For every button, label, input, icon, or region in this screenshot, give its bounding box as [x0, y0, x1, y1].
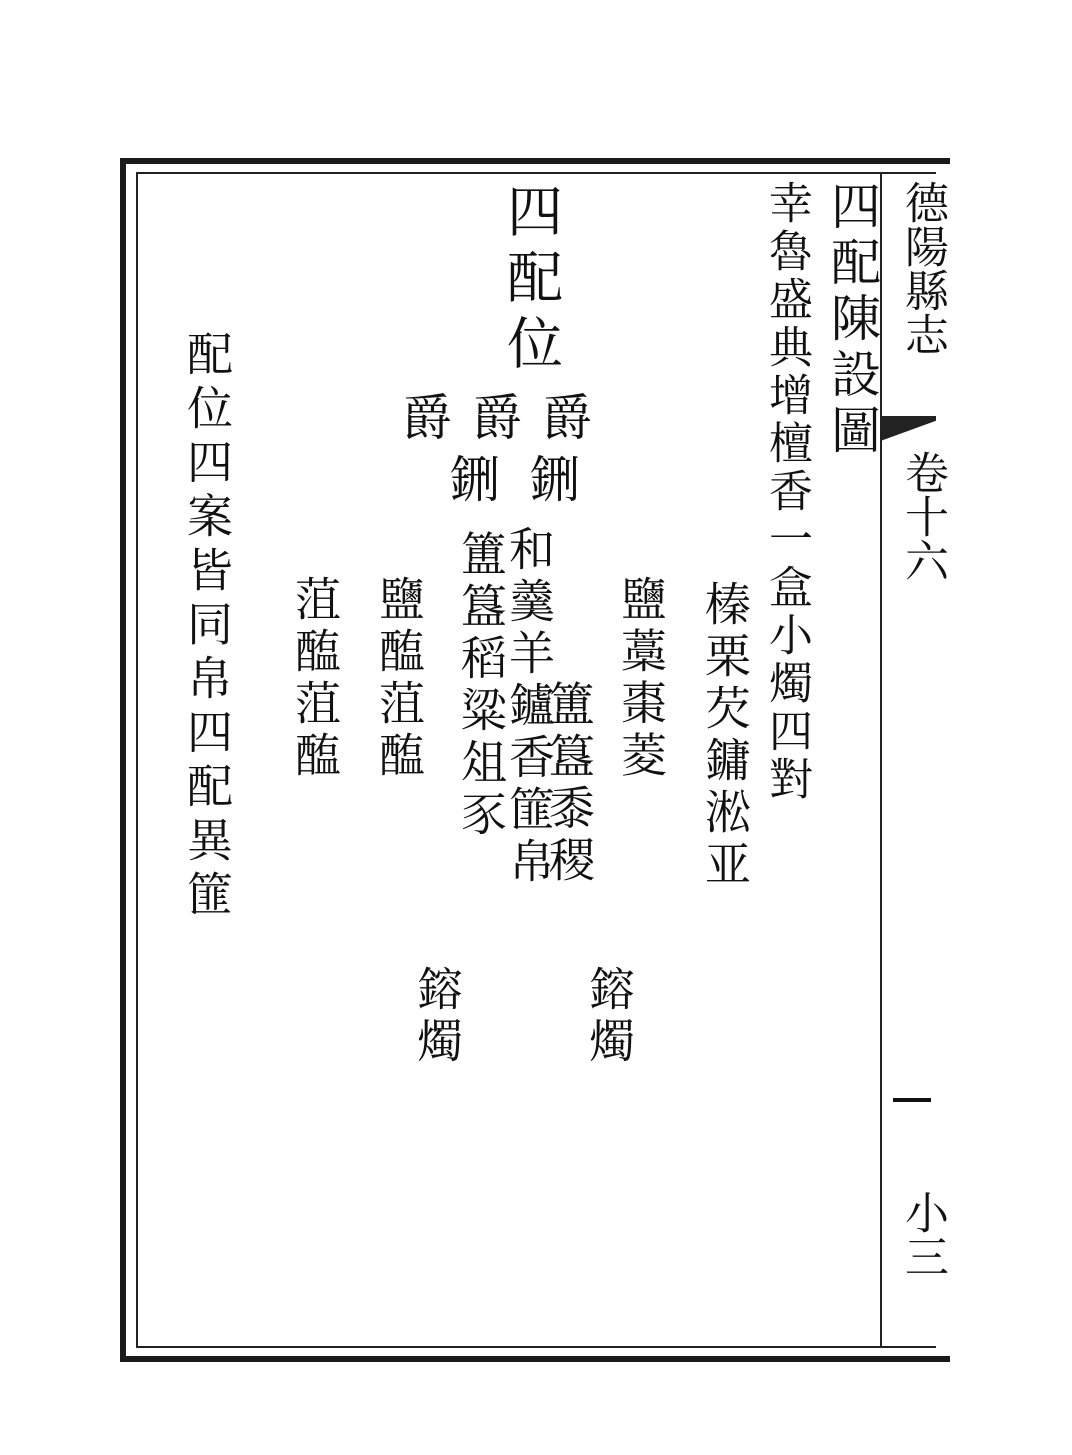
margin-rule: [893, 1098, 931, 1102]
page-title: 四配陳設圖: [823, 180, 881, 460]
diagram-column-1: 榛栗芡鏞淞亚: [698, 580, 752, 892]
diagram-column-4: 簠簋黍稷: [542, 680, 596, 888]
fish-tail-mark: [882, 416, 936, 450]
diagram-column-6: 簠簋稻粱俎豕: [454, 530, 508, 842]
diagram-column-8: 鹽醢菹醢: [372, 575, 426, 783]
margin-page-number: 小三: [897, 1190, 948, 1278]
footer-note: 配位四案皆同帛四配異篚: [180, 330, 234, 924]
diagram-column-9: 菹醢菹醢: [288, 575, 342, 783]
margin-book-title: 德陽縣志: [897, 180, 948, 356]
wine-cups-row: 爵爵爵: [402, 389, 612, 447]
diagram-column-3: 鎔燭: [582, 965, 636, 1069]
soup-vessels-row: 鉶鉶: [450, 451, 610, 509]
diagram-column-5: 和羹羊鑪香篚帛: [502, 525, 556, 889]
diagram-column-2: 鹽藁棗菱: [614, 575, 668, 783]
margin-volume: 卷十六: [897, 450, 948, 582]
supplement-note: 幸魯盛典增檀香一盒小燭四對: [761, 180, 812, 804]
diagram-column-7: 鎔燭: [410, 965, 464, 1069]
section-heading: 四配位: [498, 182, 563, 380]
